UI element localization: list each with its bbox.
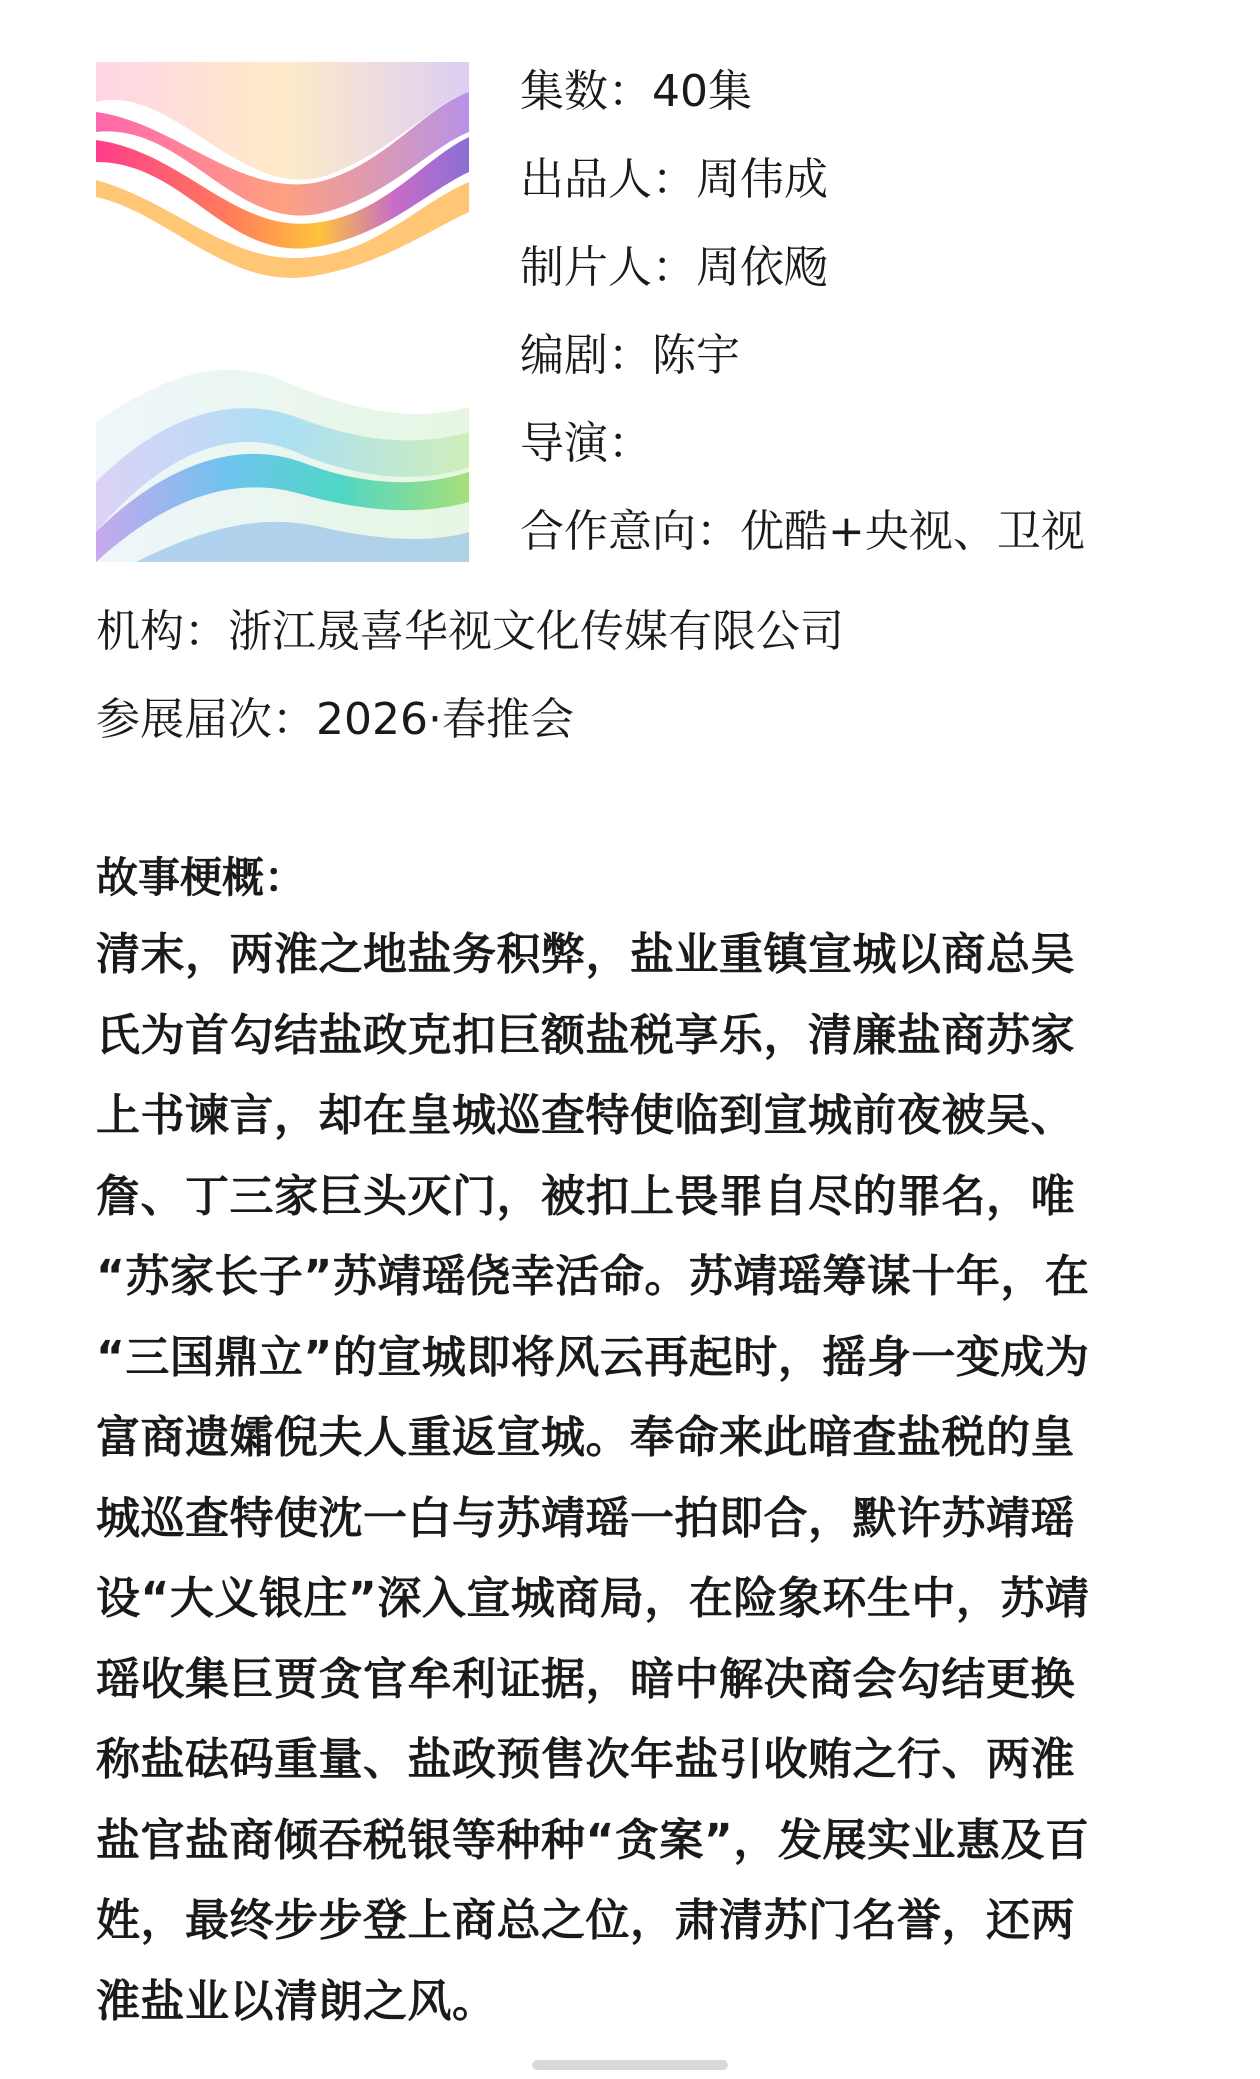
info-label: 制片人： (520, 242, 696, 293)
info-value: 浙江晟喜华视文化传媒有限公司 (228, 606, 844, 657)
synopsis-line: “三国鼎立”的宣城即将风云再起时，摇身一变成为 (96, 1331, 1090, 1383)
synopsis-line: 富商遗孀倪夫人重返宣城。奉命来此暗查盐税的皇 (96, 1412, 1075, 1463)
info-label: 合作意向： (520, 506, 740, 557)
rainbow-wave-graphic (96, 62, 469, 562)
info-label: 编剧： (520, 330, 652, 381)
info-value: 周伟成 (696, 154, 828, 205)
synopsis-body (96, 924, 1146, 2051)
info-session (96, 690, 1196, 778)
info-value: 周依飏 (696, 242, 828, 293)
info-value: 优酷+央视、卫视 (740, 506, 1085, 557)
synopsis-line: 姓，最终步步登上商总之位，肃清苏门名誉，还两 (96, 1895, 1075, 1946)
info-label: 机构： (96, 606, 228, 657)
info-line-producer (520, 238, 1220, 326)
synopsis-line: 氏为首勾结盐政克扣巨额盐税享乐，清廉盐商苏家 (96, 1009, 1075, 1061)
synopsis-line: “苏家长子”苏靖瑶侥幸活命。苏靖瑶筹谋十年，在 (96, 1251, 1090, 1302)
info-producer (520, 150, 1220, 238)
info-screenwriter (520, 326, 1220, 414)
info-episodes (520, 62, 1220, 150)
project-info (520, 62, 1220, 590)
info-label: 参展届次： (96, 694, 316, 745)
info-label: 出品人： (520, 154, 696, 205)
synopsis-line: 盐官盐商倾吞税银等种种“贪案”，发展实业惠及百 (96, 1814, 1090, 1866)
poster-image (96, 62, 469, 562)
info-director (520, 414, 1220, 502)
synopsis-line: 城巡查特使沈一白与苏靖瑶一拍即合，默许苏靖瑶 (96, 1492, 1075, 1544)
synopsis-line: 淮盐业以清朗之风。 (96, 1975, 497, 2027)
synopsis-line: 清末，两淮之地盐务积弊，盐业重镇宣城以商总吴 (96, 929, 1075, 980)
synopsis-line: 称盐砝码重量、盐政预售次年盐引收贿之行、两淮 (96, 1734, 1075, 1785)
info-value: 40集 (652, 66, 752, 117)
info-organization (96, 602, 1196, 690)
info-label: 导演： (520, 418, 652, 469)
info-value: 陈宇 (652, 330, 740, 381)
project-info-wide (96, 602, 1196, 778)
synopsis-line: 上书谏言，却在皇城巡查特使临到宣城前夜被吴、 (96, 1090, 1075, 1141)
synopsis-line: 詹、丁三家巨头灭门，被扣上畏罪自尽的罪名，唯 (96, 1170, 1075, 1222)
home-indicator[interactable] (532, 2060, 728, 2070)
synopsis-line: 设“大义银庄”深入宣城商局，在险象环生中，苏靖 (96, 1573, 1090, 1624)
synopsis-line: 瑶收集巨贾贪官牟利证据，暗中解决商会勾结更换 (96, 1653, 1075, 1705)
synopsis-title: 故事梗概： (96, 853, 307, 902)
info-label: 集数： (520, 66, 652, 117)
info-cooperation (520, 502, 1220, 590)
info-value: 2026·春推会 (316, 694, 574, 745)
